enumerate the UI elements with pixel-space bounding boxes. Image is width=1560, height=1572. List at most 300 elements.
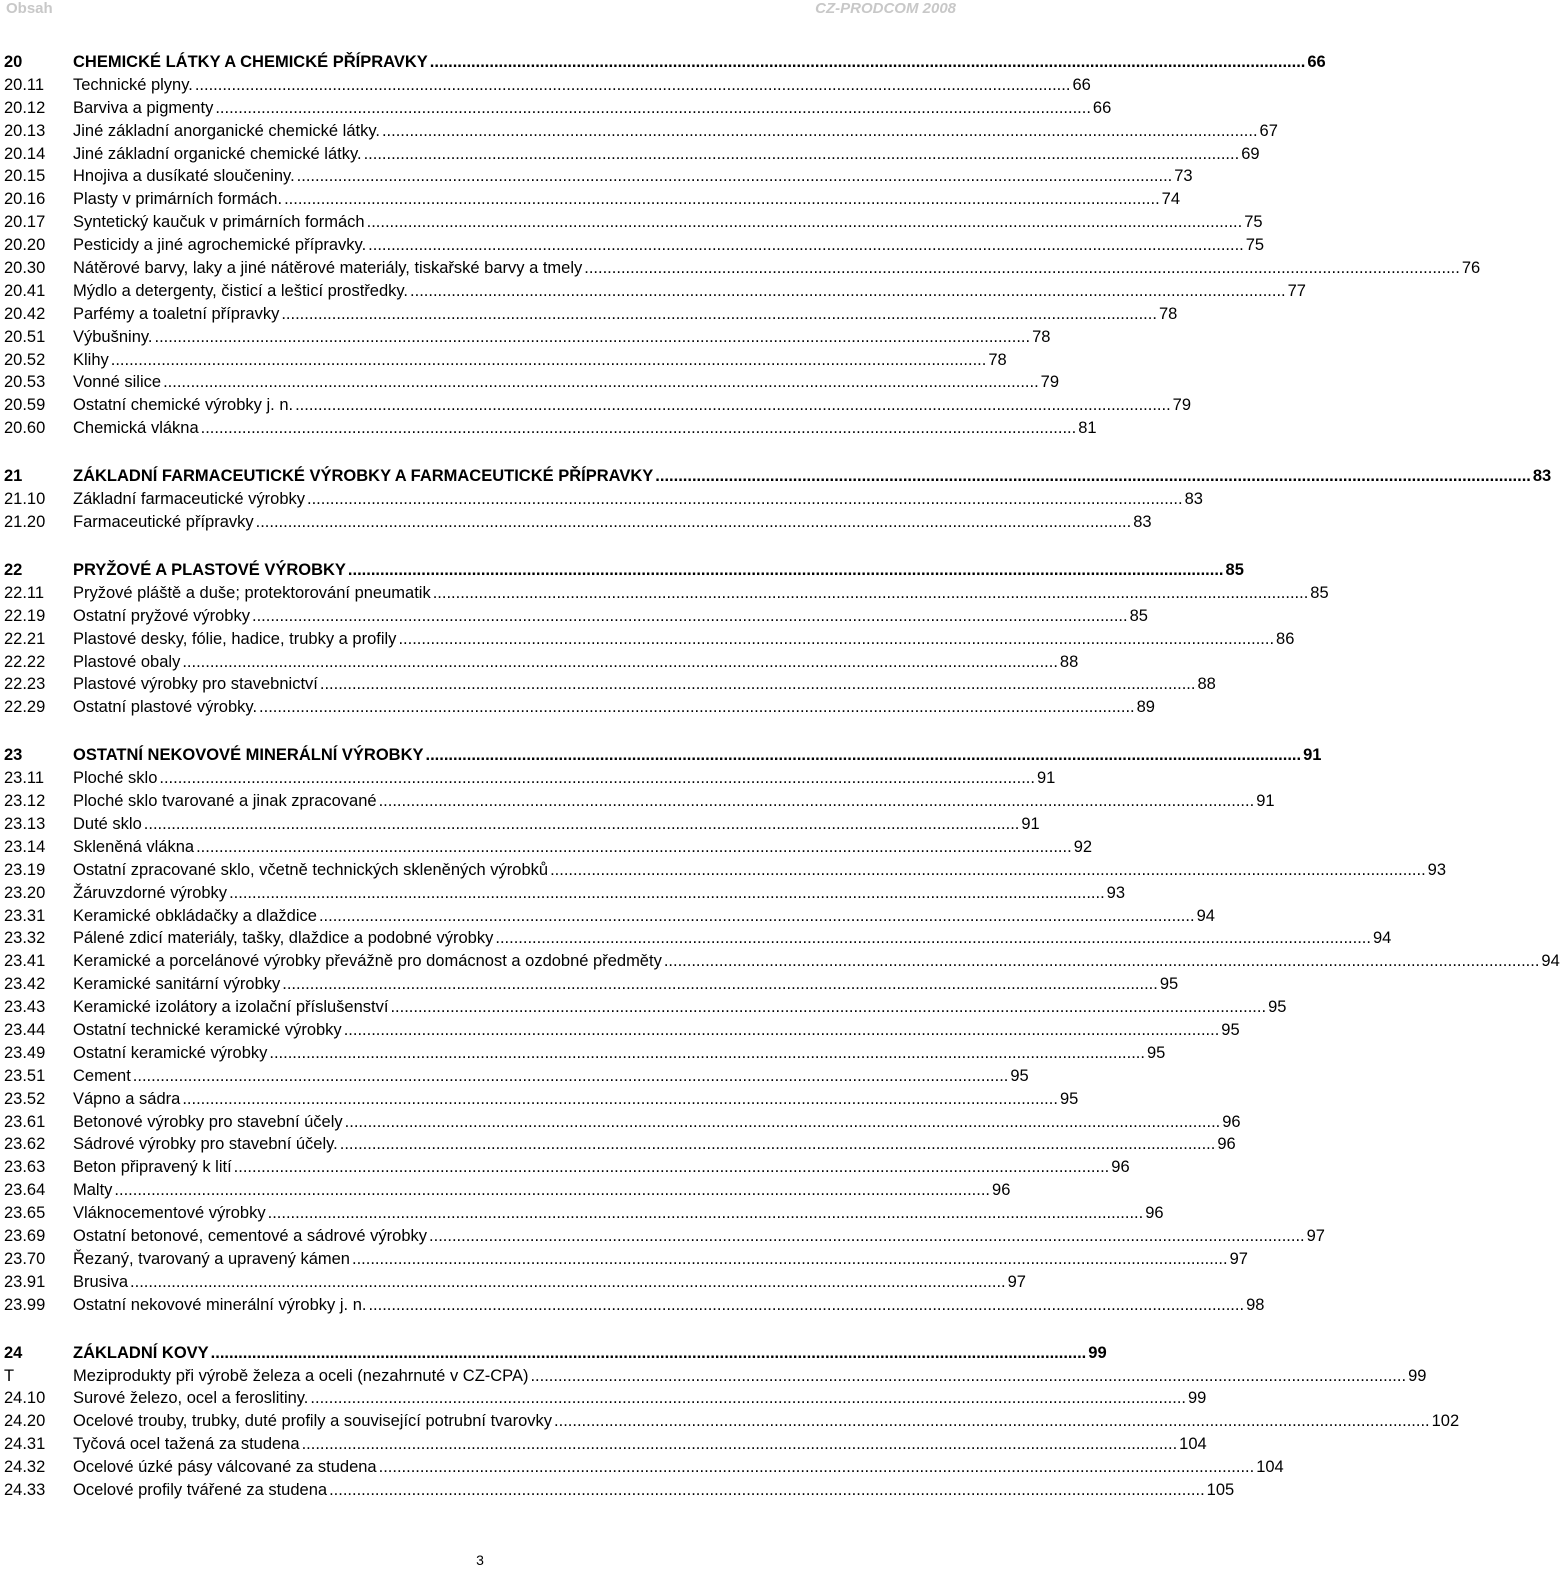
toc-entry-title: Malty bbox=[73, 1181, 113, 1200]
toc-entry-page: 76 bbox=[1461, 259, 1481, 278]
toc-entry-code: 22.22 bbox=[4, 652, 46, 671]
toc-entry-page: 79 bbox=[1040, 373, 1060, 392]
toc-entry-code: 22.23 bbox=[4, 675, 46, 694]
toc-chapter-entry[interactable] bbox=[4, 744, 1322, 767]
toc-entry-title: Klihy bbox=[73, 350, 109, 369]
toc-entry-title: Plastové desky, fólie, hadice, trubky a profily bbox=[73, 629, 397, 648]
toc-leader-dots bbox=[163, 371, 1039, 394]
toc-entry-code: 23.11 bbox=[4, 769, 45, 788]
toc-entry-code: 20.12 bbox=[4, 98, 46, 117]
toc-entry[interactable] bbox=[4, 234, 1265, 257]
toc-leader-dots bbox=[297, 165, 1173, 188]
toc-leader-dots bbox=[344, 1019, 1220, 1042]
toc-entry-title: Cement bbox=[73, 1066, 131, 1085]
toc-entry-page: 95 bbox=[1146, 1043, 1166, 1062]
toc-entry[interactable] bbox=[4, 836, 1093, 859]
toc-entry-title: Pryžové pláště a duše; protektorování pneumatik bbox=[73, 583, 431, 602]
toc-entry-title: Pesticidy a jiné agrochemické přípravky. bbox=[73, 236, 367, 255]
toc-entry-code: 23.42 bbox=[4, 975, 46, 994]
toc-entry[interactable] bbox=[4, 628, 1295, 651]
toc-entry-page: 74 bbox=[1161, 190, 1181, 209]
toc-entry-page: 86 bbox=[1276, 629, 1295, 648]
toc-leader-dots bbox=[182, 651, 1058, 674]
toc-entry-code: 20.14 bbox=[4, 144, 46, 163]
section-gap bbox=[4, 719, 958, 744]
toc-entry-title: Ostatní nekovové minerální výrobky j. n. bbox=[73, 1295, 367, 1314]
toc-entry-page: 97 bbox=[1007, 1272, 1026, 1291]
toc-entry-page: 94 bbox=[1196, 906, 1215, 925]
toc-entry-code: 24.31 bbox=[4, 1435, 46, 1454]
toc-entry-code: 21 bbox=[4, 467, 23, 486]
toc-entry[interactable] bbox=[4, 371, 1060, 394]
toc-leader-dots bbox=[159, 767, 1035, 790]
toc-entry-title: ZÁKLADNÍ FARMACEUTICKÉ VÝROBKY A FARMACEUTICKÉ PŘÍPRAVKY bbox=[73, 467, 654, 486]
toc-entry-title: Brusiva bbox=[73, 1272, 129, 1291]
toc-entry[interactable] bbox=[4, 651, 1079, 674]
toc-entry-code: 23.51 bbox=[4, 1066, 46, 1085]
toc-entry[interactable] bbox=[4, 582, 1329, 605]
toc-leader-dots bbox=[410, 280, 1286, 303]
toc-leader-dots bbox=[211, 1342, 1087, 1365]
toc-leader-dots bbox=[144, 813, 1020, 836]
toc-entry-page: 97 bbox=[1229, 1249, 1248, 1268]
toc-entry-code: 22 bbox=[4, 561, 23, 579]
toc-entry-title: Nátěrové barvy, laky a jiné nátěrové materiály, tiskařské barvy a tmely bbox=[73, 259, 583, 278]
toc-entry-page: 97 bbox=[1306, 1227, 1325, 1246]
toc-entry-code: 20.30 bbox=[4, 259, 46, 278]
toc-leader-dots bbox=[348, 559, 1224, 582]
toc-entry-title: Žáruvzdorné výrobky bbox=[73, 883, 228, 902]
toc-entry-title: Barviva a pigmenty bbox=[73, 98, 214, 117]
toc-entry-title: Sádrové výrobky pro stavební účely. bbox=[73, 1135, 338, 1154]
toc-entry-title: PRYŽOVÉ A PLASTOVÉ VÝROBKY bbox=[73, 561, 346, 579]
toc-entry[interactable] bbox=[4, 394, 1192, 417]
toc-entry[interactable] bbox=[4, 1456, 1284, 1479]
toc-leader-dots bbox=[345, 1111, 1221, 1134]
toc-leader-dots bbox=[269, 1042, 1145, 1065]
toc-entry-title: Hnojiva a dusíkaté sloučeniny. bbox=[73, 167, 295, 186]
toc-entry-code: 23.20 bbox=[4, 883, 46, 902]
toc-entry-title: Ostatní zpracované sklo, včetně technických skleněných výrobků bbox=[73, 860, 549, 879]
toc-entry-page: 78 bbox=[988, 350, 1007, 369]
toc-entry[interactable] bbox=[4, 1179, 1011, 1202]
toc-entry-code: 20.20 bbox=[4, 236, 46, 255]
section-gap bbox=[4, 440, 958, 465]
toc-entry-title: Ostatní technické keramické výrobky bbox=[73, 1021, 342, 1040]
toc-entry-title: Ostatní betonové, cementové a sádrové výrobky bbox=[73, 1227, 428, 1246]
toc-leader-dots bbox=[550, 859, 1426, 882]
toc-entry-page: 93 bbox=[1106, 883, 1126, 902]
toc-entry-title: Surové železo, ocel a feroslitiny. bbox=[73, 1389, 309, 1408]
toc-entry-title: Pálené zdicí materiály, tašky, dlaždice a podobné výrobky bbox=[73, 929, 494, 948]
toc-entry-page: 104 bbox=[1256, 1458, 1284, 1477]
toc-entry-title: Syntetický kaučuk v primárních formách bbox=[73, 213, 365, 232]
toc-entry-code: 22.19 bbox=[4, 606, 46, 625]
toc-entry[interactable] bbox=[4, 326, 1051, 349]
toc-entry-code: 21.10 bbox=[4, 490, 46, 509]
toc-leader-dots bbox=[530, 1365, 1406, 1388]
toc-entry-page: 66 bbox=[1072, 75, 1091, 94]
toc-entry-code: 20.41 bbox=[4, 281, 46, 300]
toc-entry[interactable] bbox=[4, 905, 1215, 928]
toc-entry[interactable] bbox=[4, 1479, 1235, 1502]
toc-entry-page: 95 bbox=[1159, 975, 1179, 994]
toc-leader-dots bbox=[430, 51, 1306, 74]
toc-entry-title: Betonové výrobky pro stavební účely bbox=[73, 1112, 343, 1131]
toc-leader-dots bbox=[584, 257, 1460, 280]
toc-entry-page: 75 bbox=[1245, 236, 1265, 255]
toc-leader-dots bbox=[201, 417, 1077, 440]
toc-entry-title: Keramické sanitární výrobky bbox=[73, 975, 281, 994]
toc-entry-page: 88 bbox=[1059, 652, 1079, 671]
toc-leader-dots bbox=[554, 1410, 1430, 1433]
toc-entry[interactable] bbox=[4, 188, 1181, 211]
toc-entry-title: Jiné základní organické chemické látky. bbox=[73, 144, 362, 163]
toc-entry-code: 20.42 bbox=[4, 304, 46, 323]
toc-entry-page: 85 bbox=[1225, 561, 1244, 579]
toc-entry-title: Ostatní keramické výrobky bbox=[73, 1043, 268, 1062]
toc-entry-title: Meziprodukty při výrobě železa a oceli (nezahrnuté v CZ-CPA) bbox=[73, 1366, 529, 1385]
toc-entry-title: Výbušniny. bbox=[73, 327, 153, 346]
toc-entry-page: 73 bbox=[1174, 167, 1193, 186]
section-gap bbox=[4, 534, 958, 559]
toc-entry-page: 78 bbox=[1032, 327, 1051, 346]
toc-leader-dots bbox=[320, 673, 1196, 696]
toc-entry-code: 23.44 bbox=[4, 1021, 46, 1040]
toc-entry-page: 66 bbox=[1307, 53, 1326, 71]
toc-entry-code: 23.69 bbox=[4, 1227, 46, 1246]
toc-entry[interactable] bbox=[4, 165, 1193, 188]
toc-entry[interactable] bbox=[4, 120, 1278, 143]
toc-entry[interactable] bbox=[4, 996, 1287, 1019]
toc-entry[interactable] bbox=[4, 950, 1560, 973]
toc-entry-title: Ploché sklo bbox=[73, 769, 158, 788]
toc-entry-page: 93 bbox=[1427, 860, 1447, 879]
toc-entry-page: 89 bbox=[1136, 698, 1155, 717]
toc-entry-title: Jiné základní anorganické chemické látky. bbox=[73, 121, 380, 140]
toc-entry-code: 23.32 bbox=[4, 929, 46, 948]
toc-entry[interactable] bbox=[4, 859, 1447, 882]
toc-leader-dots bbox=[364, 143, 1240, 166]
toc-leader-dots bbox=[307, 488, 1183, 511]
toc-entry[interactable] bbox=[4, 1202, 1164, 1225]
toc-leader-dots bbox=[229, 882, 1105, 905]
toc-entry-code: 22.29 bbox=[4, 698, 46, 717]
toc-leader-dots bbox=[196, 836, 1072, 859]
toc-entry-code: 20.17 bbox=[4, 213, 46, 232]
toc-entry-page: 83 bbox=[1532, 467, 1552, 486]
toc-entry-page: 83 bbox=[1133, 513, 1152, 532]
toc-entry-page: 94 bbox=[1372, 929, 1392, 948]
toc-entry[interactable] bbox=[4, 511, 1152, 534]
toc-entry-page: 85 bbox=[1129, 606, 1148, 625]
toc-entry-code: 20.16 bbox=[4, 190, 46, 209]
toc-leader-dots bbox=[379, 790, 1255, 813]
toc-entry-page: 96 bbox=[1145, 1204, 1164, 1223]
toc-entry[interactable] bbox=[4, 605, 1148, 628]
toc-entry-title: Plastové obaly bbox=[73, 652, 181, 671]
toc-entry-code: 20.51 bbox=[4, 327, 46, 346]
toc-entry[interactable] bbox=[4, 1410, 1460, 1433]
toc-entry-page: 77 bbox=[1287, 281, 1306, 300]
toc-entry-title: Vláknocementové výrobky bbox=[73, 1204, 266, 1223]
toc-entry-page: 88 bbox=[1197, 675, 1216, 694]
toc-entry[interactable] bbox=[4, 1019, 1240, 1042]
toc-entry-page: 95 bbox=[1268, 998, 1287, 1017]
toc-entry-title: Farmaceutické přípravky bbox=[73, 513, 254, 532]
toc-leader-dots bbox=[664, 950, 1540, 973]
toc-entry[interactable] bbox=[4, 1042, 1166, 1065]
toc-entry-code: 20.52 bbox=[4, 350, 46, 369]
toc-entry-code: 23.64 bbox=[4, 1181, 46, 1200]
toc-entry-code: 20 bbox=[4, 53, 23, 71]
toc-entry-code: 20.15 bbox=[4, 167, 46, 186]
toc-entry[interactable] bbox=[4, 1133, 1236, 1156]
toc-entry-code: 24.32 bbox=[4, 1458, 46, 1477]
toc-leader-dots bbox=[495, 927, 1371, 950]
toc-entry[interactable] bbox=[4, 97, 1112, 120]
toc-entry-code: 24.10 bbox=[4, 1389, 46, 1408]
toc-entry-code: 23.52 bbox=[4, 1089, 46, 1108]
toc-chapter-entry[interactable] bbox=[4, 51, 1326, 74]
toc-entry[interactable] bbox=[4, 1365, 1427, 1388]
toc-entry-code: 23 bbox=[4, 746, 23, 765]
toc-entry-code: 23.62 bbox=[4, 1135, 46, 1154]
toc-entry[interactable] bbox=[4, 280, 1306, 303]
toc-entry-page: 91 bbox=[1256, 792, 1275, 811]
toc-entry[interactable] bbox=[4, 257, 1481, 280]
toc-entry-title: Vonné silice bbox=[73, 373, 162, 392]
toc-entry-code: 22.11 bbox=[4, 583, 45, 602]
header-section-label: Obsah bbox=[6, 0, 53, 17]
toc-leader-dots bbox=[155, 326, 1031, 349]
toc-leader-dots bbox=[368, 1294, 1244, 1317]
toc-entry-page: 69 bbox=[1241, 144, 1260, 163]
toc-entry-code: 24.33 bbox=[4, 1481, 46, 1500]
toc-entry[interactable] bbox=[4, 488, 1203, 511]
toc-entry-code: 23.13 bbox=[4, 815, 46, 833]
toc-chapter-entry[interactable] bbox=[4, 559, 1244, 582]
toc-entry-title: CHEMICKÉ LÁTKY A CHEMICKÉ PŘÍPRAVKY bbox=[73, 53, 428, 71]
toc-entry-title: Duté sklo bbox=[73, 815, 142, 833]
toc-entry-code: 22.21 bbox=[4, 629, 46, 648]
toc-entry[interactable] bbox=[4, 790, 1275, 813]
toc-entry-page: 105 bbox=[1206, 1481, 1235, 1500]
toc-entry-page: 99 bbox=[1088, 1343, 1107, 1362]
toc-entry-title: Řezaný, tvarovaný a upravený kámen bbox=[73, 1249, 350, 1268]
toc-chapter-entry[interactable] bbox=[4, 1342, 1107, 1365]
toc-entry-code: 20.53 bbox=[4, 373, 46, 392]
toc-entry-title: Ocelové trouby, trubky, duté profily a související potrubní tvarovky bbox=[73, 1412, 553, 1431]
toc-entry-code: 21.20 bbox=[4, 513, 46, 532]
toc-entry[interactable] bbox=[4, 349, 1007, 372]
toc-leader-dots bbox=[319, 905, 1195, 928]
toc-leader-dots bbox=[295, 394, 1171, 417]
toc-entry-page: 94 bbox=[1541, 952, 1560, 971]
toc-entry[interactable] bbox=[4, 673, 1216, 696]
toc-entry-title: Ostatní pryžové výrobky bbox=[73, 606, 250, 625]
toc-entry-title: Vápno a sádra bbox=[73, 1089, 181, 1108]
toc-chapter-entry[interactable] bbox=[4, 465, 1552, 488]
toc-entry-code: 23.41 bbox=[4, 952, 46, 971]
toc-entry-page: 95 bbox=[1010, 1066, 1029, 1085]
toc-entry-code: 23.49 bbox=[4, 1043, 46, 1062]
toc-leader-dots bbox=[310, 1387, 1186, 1410]
toc-entry-page: 78 bbox=[1158, 304, 1178, 323]
toc-entry-title: Beton připravený k lití bbox=[73, 1158, 232, 1177]
toc-entry-title: Chemická vlákna bbox=[73, 419, 199, 438]
toc-entry[interactable] bbox=[4, 973, 1179, 996]
toc-entry-code: 24 bbox=[4, 1343, 23, 1362]
toc-entry[interactable] bbox=[4, 927, 1392, 950]
toc-entry-code: 20.13 bbox=[4, 121, 46, 140]
toc-leader-dots bbox=[133, 1065, 1009, 1088]
toc-leader-dots bbox=[390, 996, 1266, 1019]
toc-entry-page: 99 bbox=[1408, 1366, 1427, 1385]
toc-entry-title: Keramické a porcelánové výrobky převážně pro domácnost a ozdobné předměty bbox=[73, 952, 662, 971]
toc-entry-code: 23.61 bbox=[4, 1112, 46, 1131]
toc-entry-page: 96 bbox=[1111, 1158, 1130, 1177]
toc-leader-dots bbox=[367, 211, 1243, 234]
toc-entry[interactable] bbox=[4, 1248, 1248, 1271]
toc-entry-code: 20.60 bbox=[4, 419, 46, 438]
toc-entry-page: 96 bbox=[992, 1181, 1011, 1200]
toc-leader-dots bbox=[252, 605, 1128, 628]
toc-entry-page: 91 bbox=[1021, 815, 1040, 833]
toc-entry[interactable] bbox=[4, 143, 1260, 166]
toc-entry-code: 23.43 bbox=[4, 998, 46, 1017]
toc-leader-dots bbox=[111, 349, 987, 372]
toc-entry-code: 23.91 bbox=[4, 1272, 46, 1291]
toc-entry-code: 23.65 bbox=[4, 1204, 46, 1223]
toc-leader-dots bbox=[130, 1271, 1006, 1294]
toc-entry-title: Ploché sklo tvarované a jinak zpracované bbox=[73, 792, 377, 811]
toc-leader-dots bbox=[382, 120, 1258, 143]
toc-entry-page: 95 bbox=[1059, 1089, 1079, 1108]
page-number: 3 bbox=[476, 1552, 484, 1568]
toc-entry-code: 23.14 bbox=[4, 837, 46, 856]
toc-leader-dots bbox=[340, 1133, 1216, 1156]
toc-entry-page: 96 bbox=[1222, 1112, 1241, 1131]
toc-leader-dots bbox=[284, 188, 1160, 211]
toc-entry[interactable] bbox=[4, 417, 1097, 440]
toc-entry[interactable] bbox=[4, 882, 1126, 905]
toc-leader-dots bbox=[268, 1202, 1144, 1225]
toc-entry-page: 98 bbox=[1246, 1295, 1265, 1314]
toc-entry-page: 85 bbox=[1310, 583, 1329, 602]
toc-leader-dots bbox=[379, 1456, 1255, 1479]
toc-entry-title: Ocelové úzké pásy válcované za studena bbox=[73, 1458, 377, 1477]
toc-entry-code: 23.63 bbox=[4, 1158, 46, 1177]
toc-entry[interactable] bbox=[4, 1387, 1207, 1410]
toc-entry-code: 23.19 bbox=[4, 860, 46, 879]
toc-entry-code: 23.12 bbox=[4, 792, 46, 811]
toc-leader-dots bbox=[234, 1156, 1110, 1179]
toc-leader-dots bbox=[426, 744, 1302, 767]
toc-entry-title: Tyčová ocel tažená za studena bbox=[73, 1435, 300, 1454]
toc-leader-dots bbox=[433, 582, 1309, 605]
toc-entry[interactable] bbox=[4, 1111, 1241, 1134]
toc-leader-dots bbox=[114, 1179, 990, 1202]
toc-entry[interactable] bbox=[4, 696, 1155, 719]
toc-leader-dots bbox=[302, 1433, 1178, 1456]
toc-entry-page: 96 bbox=[1217, 1135, 1236, 1154]
toc-leader-dots bbox=[195, 74, 1071, 97]
toc-entry-page: 79 bbox=[1172, 396, 1192, 415]
toc-entry-page: 99 bbox=[1188, 1389, 1207, 1408]
toc-entry-page: 83 bbox=[1184, 490, 1203, 509]
toc-entry[interactable] bbox=[4, 1294, 1265, 1317]
toc-entry-title: Mýdlo a detergenty, čisticí a lešticí prostředky. bbox=[73, 281, 409, 300]
toc-leader-dots bbox=[352, 1248, 1228, 1271]
toc-entry[interactable] bbox=[4, 1225, 1325, 1248]
toc-entry[interactable] bbox=[4, 1156, 1130, 1179]
toc-entry[interactable] bbox=[4, 767, 1056, 790]
toc-entry-page: 75 bbox=[1244, 213, 1263, 232]
toc-entry-title: Ocelové profily tvářené za studena bbox=[73, 1481, 328, 1500]
toc-entry-title: Plasty v primárních formách. bbox=[73, 190, 283, 209]
toc-entry-page: 95 bbox=[1221, 1021, 1240, 1040]
toc-entry-code: 23.70 bbox=[4, 1249, 46, 1268]
toc-entry-page: 104 bbox=[1179, 1435, 1207, 1454]
toc-leader-dots bbox=[655, 465, 1531, 488]
toc-leader-dots bbox=[281, 303, 1157, 326]
toc-leader-dots bbox=[398, 628, 1274, 651]
toc-entry[interactable] bbox=[4, 1271, 1026, 1294]
toc-leader-dots bbox=[182, 1088, 1058, 1111]
table-of-contents bbox=[4, 51, 1560, 1502]
toc-entry-title: Technické plyny. bbox=[73, 75, 193, 94]
toc-entry-code: 20.59 bbox=[4, 396, 46, 415]
toc-leader-dots bbox=[429, 1225, 1305, 1248]
toc-entry[interactable] bbox=[4, 1088, 1079, 1111]
toc-entry-title: Keramické izolátory a izolační příslušenství bbox=[73, 998, 389, 1017]
toc-entry-page: 66 bbox=[1092, 98, 1112, 117]
toc-entry[interactable] bbox=[4, 813, 1040, 836]
toc-leader-dots bbox=[259, 696, 1135, 719]
toc-leader-dots bbox=[329, 1479, 1205, 1502]
toc-entry[interactable] bbox=[4, 74, 1091, 97]
toc-entry-title: ZÁKLADNÍ KOVY bbox=[73, 1343, 209, 1362]
toc-entry-code: 20.11 bbox=[4, 75, 45, 94]
toc-entry-page: 91 bbox=[1303, 746, 1322, 765]
toc-entry-page: 91 bbox=[1036, 769, 1056, 788]
toc-leader-dots bbox=[256, 511, 1132, 534]
toc-entry-page: 81 bbox=[1078, 419, 1097, 438]
toc-entry-code: 23.99 bbox=[4, 1295, 46, 1314]
toc-entry-title: Ostatní chemické výrobky j. n. bbox=[73, 396, 294, 415]
toc-entry-page: 67 bbox=[1259, 121, 1278, 140]
toc-entry[interactable] bbox=[4, 211, 1263, 234]
toc-entry-title: Keramické obkládačky a dlaždice bbox=[73, 906, 317, 925]
toc-entry-code: 23.31 bbox=[4, 906, 46, 925]
toc-entry-title: Ostatní plastové výrobky. bbox=[73, 698, 258, 717]
toc-leader-dots bbox=[215, 97, 1091, 120]
toc-entry[interactable] bbox=[4, 1065, 1029, 1088]
toc-entry-code: 24.20 bbox=[4, 1412, 46, 1431]
toc-entry-title: Parfémy a toaletní přípravky bbox=[73, 304, 280, 323]
toc-entry-title: Skleněná vlákna bbox=[73, 837, 195, 856]
toc-entry-page: 102 bbox=[1431, 1412, 1460, 1431]
toc-entry-code: T bbox=[4, 1366, 15, 1385]
toc-entry[interactable] bbox=[4, 303, 1178, 326]
toc-leader-dots bbox=[368, 234, 1244, 257]
section-gap bbox=[4, 1317, 958, 1342]
toc-leader-dots bbox=[282, 973, 1158, 996]
page-header bbox=[0, 0, 960, 30]
toc-entry[interactable] bbox=[4, 1433, 1207, 1456]
toc-entry-title: Plastové výrobky pro stavebnictví bbox=[73, 675, 318, 694]
